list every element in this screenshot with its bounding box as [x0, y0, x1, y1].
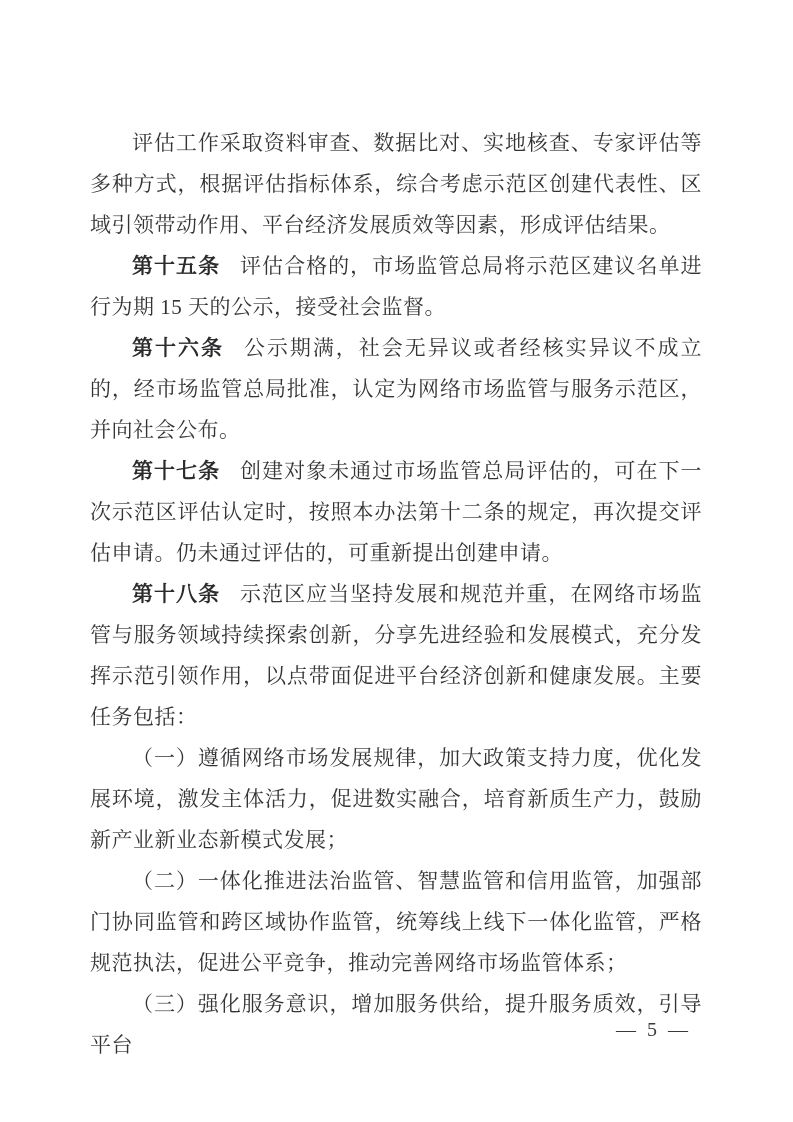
page-number: — 5 — [616, 1019, 691, 1041]
article-17-label: 第十七条 [132, 460, 221, 483]
paragraph-text: （三）强化服务意识，增加服务供给，提升服务质效，引导平台 [90, 992, 702, 1057]
paragraph-text: （一）遵循网络市场发展规律，加大政策支持力度，优化发展环境，激发主体活力，促进数实融合，培育新质生产力，鼓励新产业新业态新模式发展； [90, 746, 702, 852]
paragraph-article-18 [90, 574, 702, 738]
paragraph-item-2 [90, 861, 702, 984]
paragraph-item-3 [90, 984, 702, 1066]
paragraph-article-15 [90, 246, 702, 328]
paragraph-text: 创建对象未通过市场监管总局评估的，可在下一次示范区评估认定时，按照本办法第十二条的规定，再次提交评估申请。仍未通过评估的，可重新提出创建申请。 [90, 459, 702, 565]
paragraph-text: 评估工作采取资料审查、数据比对、实地核查、专家评估等多种方式，根据评估指标体系，综合考虑示范区创建代表性、区域引领带动作用、平台经济发展质效等因素，形成评估结果。 [90, 131, 702, 237]
paragraph-article-16 [90, 328, 702, 451]
paragraph-text: 评估合格的，市场监管总局将示范区建议名单进行为期 15 天的公示，接受社会监督。 [90, 254, 702, 319]
article-18-label: 第十八条 [132, 583, 221, 606]
document-body [90, 123, 702, 1066]
paragraph-article-17 [90, 451, 702, 574]
paragraph-text: （二）一体化推进法治监管、智慧监管和信用监管，加强部门协同监管和跨区域协作监管，统筹线上线下一体化监管，严格规范执法，促进公平竞争，推动完善网络市场监管体系； [90, 869, 702, 975]
paragraph-text: 示范区应当坚持发展和规范并重，在网络市场监管与服务领域持续探索创新，分享先进经验和发展模式，充分发挥示范引领作用，以点带面促进平台经济创新和健康发展。主要任务包括： [90, 582, 702, 729]
article-16-label: 第十六条 [132, 337, 224, 360]
paragraph-continuation [90, 123, 702, 246]
paragraph-item-1 [90, 738, 702, 861]
paragraph-text: 公示期满，社会无异议或者经核实异议不成立的，经市场监管总局批准，认定为网络市场监管与服务示范区，并向社会公布。 [90, 336, 703, 442]
article-15-label: 第十五条 [132, 255, 221, 278]
